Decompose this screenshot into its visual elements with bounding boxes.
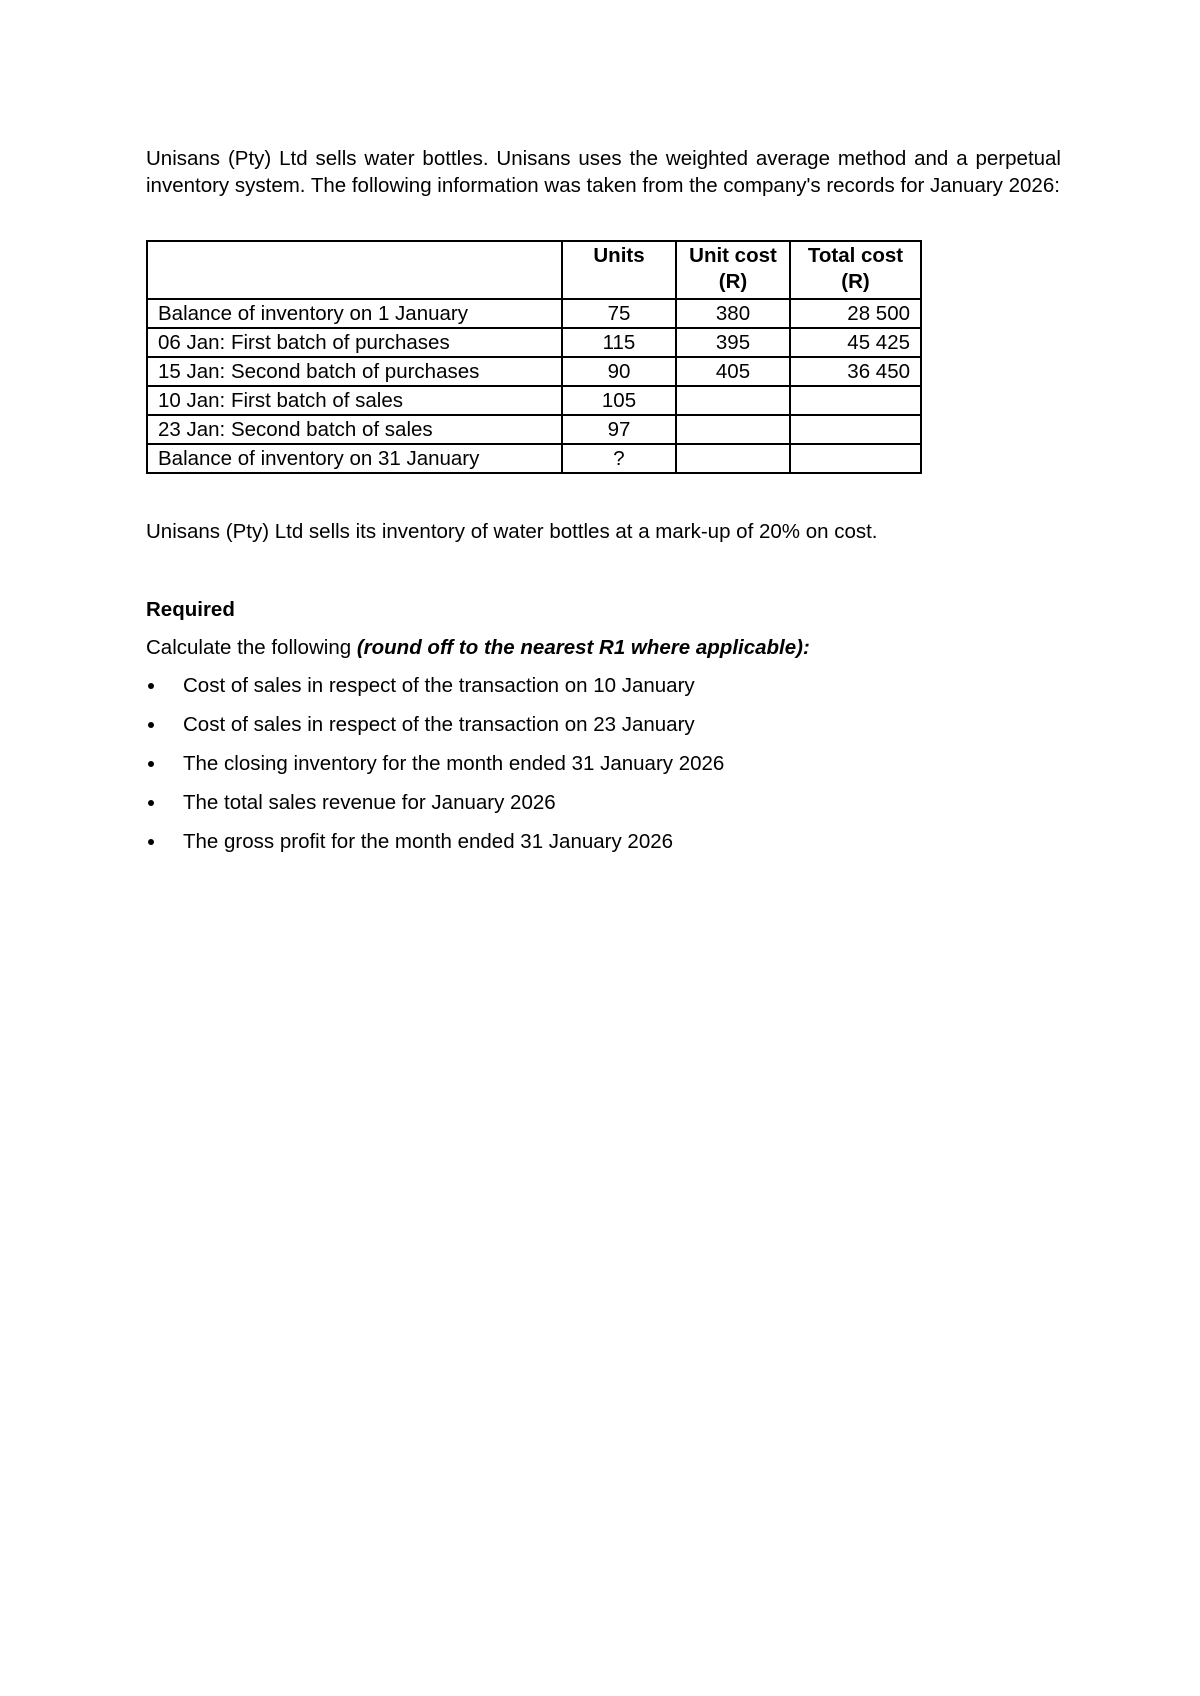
bullet-icon — [148, 683, 154, 689]
row-unit-cost — [676, 444, 790, 473]
row-unit-cost — [676, 415, 790, 444]
row-total-cost: 36 450 — [790, 357, 921, 386]
table-row — [147, 386, 921, 415]
table-row — [147, 357, 921, 386]
row-total-cost: 45 425 — [790, 328, 921, 357]
bullet-icon — [148, 800, 154, 806]
row-description: Balance of inventory on 31 January — [147, 444, 562, 473]
row-units: ? — [562, 444, 676, 473]
bullet-icon — [148, 761, 154, 767]
row-unit-cost: 380 — [676, 299, 790, 328]
list-item — [146, 789, 724, 828]
calculation-instruction — [146, 634, 810, 661]
task-text: The gross profit for the month ended 31 January 2026 — [183, 830, 674, 853]
table-row — [147, 299, 921, 328]
header-description — [147, 241, 562, 299]
header-unit-cost: Unit cost (R) — [676, 241, 790, 299]
task-list — [146, 672, 724, 867]
bullet-icon — [148, 839, 154, 845]
task-text: The closing inventory for the month ended 31 January 2026 — [183, 752, 725, 775]
row-unit-cost: 395 — [676, 328, 790, 357]
instruction-prefix: Calculate the following — [146, 636, 357, 659]
header-units: Units — [562, 241, 676, 299]
row-units: 105 — [562, 386, 676, 415]
row-description: 15 Jan: Second batch of purchases — [147, 357, 562, 386]
list-item — [146, 828, 724, 867]
row-description: 23 Jan: Second batch of sales — [147, 415, 562, 444]
header-total-cost: Total cost (R) — [790, 241, 921, 299]
row-units: 75 — [562, 299, 676, 328]
table-row — [147, 328, 921, 357]
row-unit-cost — [676, 386, 790, 415]
inventory-table — [146, 240, 922, 474]
task-text: Cost of sales in respect of the transaction on 23 January — [183, 713, 695, 736]
row-units: 97 — [562, 415, 676, 444]
list-item — [146, 672, 724, 711]
intro-paragraph: Unisans (Pty) Ltd sells water bottles. Unisans uses the weighted average method and a perpetual inventory system. The following information was taken from the company's records for January 2026: — [146, 147, 1061, 197]
table-header-row — [147, 241, 921, 299]
row-units: 90 — [562, 357, 676, 386]
row-description: Balance of inventory on 1 January — [147, 299, 562, 328]
row-total-cost — [790, 444, 921, 473]
row-total-cost — [790, 386, 921, 415]
row-description: 10 Jan: First batch of sales — [147, 386, 562, 415]
row-total-cost: 28 500 — [790, 299, 921, 328]
list-item — [146, 750, 724, 789]
required-heading: Required — [146, 598, 235, 621]
bullet-icon — [148, 722, 154, 728]
instruction-emphasis: (round off to the nearest R1 where applicable): — [356, 636, 810, 659]
row-units: 115 — [562, 328, 676, 357]
row-total-cost — [790, 415, 921, 444]
markup-paragraph: Unisans (Pty) Ltd sells its inventory of water bottles at a mark-up of 20% on cost. — [146, 520, 878, 543]
table-row — [147, 415, 921, 444]
table-row — [147, 444, 921, 473]
list-item — [146, 711, 724, 750]
row-description: 06 Jan: First batch of purchases — [147, 328, 562, 357]
task-text: The total sales revenue for January 2026 — [183, 791, 556, 814]
task-text: Cost of sales in respect of the transaction on 10 January — [183, 674, 695, 697]
row-unit-cost: 405 — [676, 357, 790, 386]
